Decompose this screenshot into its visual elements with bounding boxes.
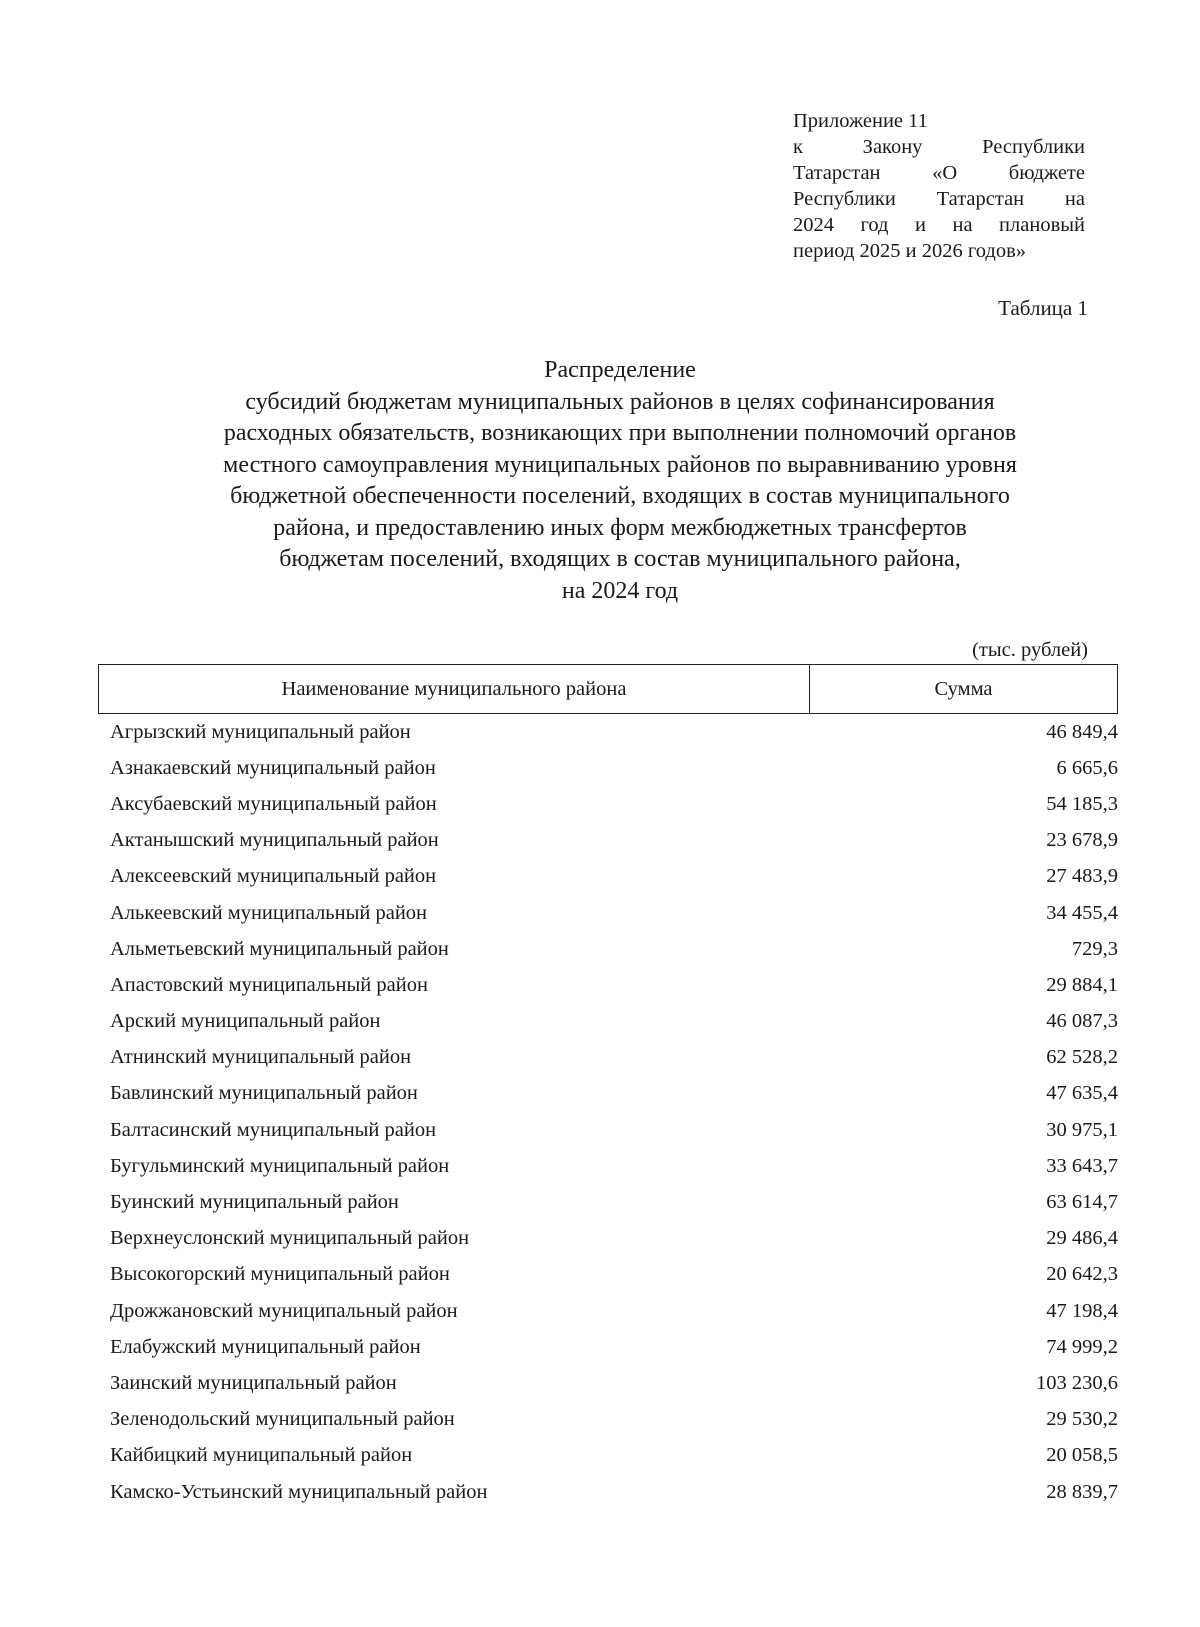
table-row bbox=[110, 967, 1118, 1003]
district-name: Агрызский муниципальный район bbox=[110, 720, 411, 743]
district-name: Заинский муниципальный район bbox=[110, 1371, 397, 1394]
appendix-line: к Закону Республики bbox=[793, 136, 1085, 158]
district-sum: 46 849,4 bbox=[1046, 720, 1118, 743]
table-row bbox=[110, 786, 1118, 822]
title-line: района, и предоставлению иных форм межбюджетных трансфертов bbox=[273, 514, 967, 541]
district-name: Балтасинский муниципальный район bbox=[110, 1118, 437, 1141]
district-sum: 20 642,3 bbox=[1046, 1263, 1118, 1286]
district-sum: 34 455,4 bbox=[1046, 901, 1118, 924]
table-row bbox=[110, 1040, 1118, 1076]
district-sum: 33 643,7 bbox=[1046, 1154, 1118, 1177]
table-row bbox=[110, 1402, 1118, 1438]
table-row bbox=[110, 1257, 1118, 1293]
district-name: Азнакаевский муниципальный район bbox=[110, 756, 436, 779]
document-title bbox=[100, 355, 1140, 607]
district-sum: 74 999,2 bbox=[1046, 1335, 1118, 1358]
district-sum: 63 614,7 bbox=[1046, 1191, 1118, 1214]
district-sum: 62 528,2 bbox=[1046, 1046, 1118, 1069]
appendix-line: 2024 год и на плановый bbox=[793, 214, 1085, 236]
appendix-line: Республики Татарстан на bbox=[793, 188, 1085, 210]
appendix-line: Приложение 11 bbox=[793, 110, 928, 132]
district-name: Камско-Устьинский муниципальный район bbox=[110, 1480, 488, 1503]
title-line: бюджетам поселений, входящих в состав муниципального района, bbox=[279, 546, 961, 572]
table-number: Таблица 1 bbox=[998, 296, 1088, 320]
district-name: Арский муниципальный район bbox=[110, 1010, 381, 1033]
table-row bbox=[110, 931, 1118, 967]
table-row bbox=[110, 1293, 1118, 1329]
district-name: Апастовский муниципальный район bbox=[110, 973, 428, 996]
table-row bbox=[110, 1184, 1118, 1220]
header-sum: Сумма bbox=[934, 677, 993, 700]
table-header bbox=[98, 664, 1118, 714]
district-sum: 6 665,6 bbox=[1056, 756, 1118, 779]
table-row bbox=[110, 823, 1118, 859]
district-sum: 46 087,3 bbox=[1046, 1010, 1118, 1033]
table-row bbox=[110, 1474, 1118, 1510]
table-row bbox=[110, 1148, 1118, 1184]
district-sum: 729,3 bbox=[1071, 937, 1118, 960]
district-name: Бугульминский муниципальный район bbox=[110, 1154, 450, 1177]
district-name: Елабужский муниципальный район bbox=[110, 1335, 421, 1358]
title-line: расходных обязательств, возникающих при выполнении полномочий органов bbox=[223, 420, 1017, 446]
title-line: местного самоуправления муниципальных районов по выравниванию уровня bbox=[223, 451, 1017, 478]
district-sum: 47 635,4 bbox=[1046, 1082, 1118, 1105]
table-row bbox=[110, 1329, 1118, 1365]
district-sum: 54 185,3 bbox=[1046, 792, 1118, 815]
table-row bbox=[110, 750, 1118, 786]
table-row bbox=[110, 859, 1118, 895]
district-sum: 23 678,9 bbox=[1046, 829, 1118, 852]
district-name: Атнинский муниципальный район bbox=[110, 1046, 412, 1069]
table-row bbox=[110, 895, 1118, 931]
title-line: субсидий бюджетам муниципальных районов в целях софинансирования bbox=[245, 388, 995, 415]
table-row bbox=[110, 714, 1118, 750]
district-sum: 29 486,4 bbox=[1046, 1227, 1118, 1250]
table-row bbox=[110, 1004, 1118, 1040]
district-sum: 30 975,1 bbox=[1046, 1118, 1118, 1141]
header-district-name: Наименование муниципального района bbox=[99, 665, 810, 713]
unit-label: (тыс. рублей) bbox=[972, 639, 1088, 661]
district-sum: 47 198,4 bbox=[1046, 1299, 1118, 1322]
district-name: Аксубаевский муниципальный район bbox=[110, 792, 437, 815]
district-name: Верхнеуслонский муниципальный район bbox=[110, 1227, 470, 1250]
district-sum: 20 058,5 bbox=[1046, 1444, 1118, 1467]
district-sum: 27 483,9 bbox=[1046, 865, 1118, 888]
district-name: Дрожжановский муниципальный район bbox=[110, 1299, 458, 1322]
table-row bbox=[110, 1438, 1118, 1474]
district-sum: 28 839,7 bbox=[1046, 1480, 1118, 1503]
table-row bbox=[110, 1112, 1118, 1148]
appendix-note bbox=[793, 108, 1085, 264]
appendix-line: период 2025 и 2026 годов» bbox=[793, 240, 1027, 262]
title-line: бюджетной обеспеченности поселений, входящих в состав муниципального bbox=[230, 483, 1010, 509]
table-row bbox=[110, 1076, 1118, 1112]
district-name: Актанышский муниципальный район bbox=[110, 829, 439, 852]
district-name: Кайбицкий муниципальный район bbox=[110, 1444, 413, 1467]
district-name: Альметьевский муниципальный район bbox=[110, 937, 449, 960]
district-name: Высокогорский муниципальный район bbox=[110, 1263, 450, 1286]
district-sum: 103 230,6 bbox=[1036, 1371, 1118, 1394]
table-body bbox=[110, 714, 1118, 1510]
district-name: Зеленодольский муниципальный район bbox=[110, 1408, 455, 1431]
district-name: Бавлинский муниципальный район bbox=[110, 1082, 418, 1105]
district-name: Алексеевский муниципальный район bbox=[110, 865, 437, 888]
title-line: на 2024 год bbox=[561, 577, 679, 604]
district-sum: 29 884,1 bbox=[1046, 973, 1118, 996]
table-row bbox=[110, 1365, 1118, 1401]
district-name: Буинский муниципальный район bbox=[110, 1191, 399, 1214]
table-row bbox=[110, 1221, 1118, 1257]
title-line: Распределение bbox=[544, 357, 696, 383]
appendix-line: Татарстан «О бюджете bbox=[793, 162, 1085, 184]
district-name: Алькеевский муниципальный район bbox=[110, 901, 428, 924]
district-sum: 29 530,2 bbox=[1046, 1408, 1118, 1431]
